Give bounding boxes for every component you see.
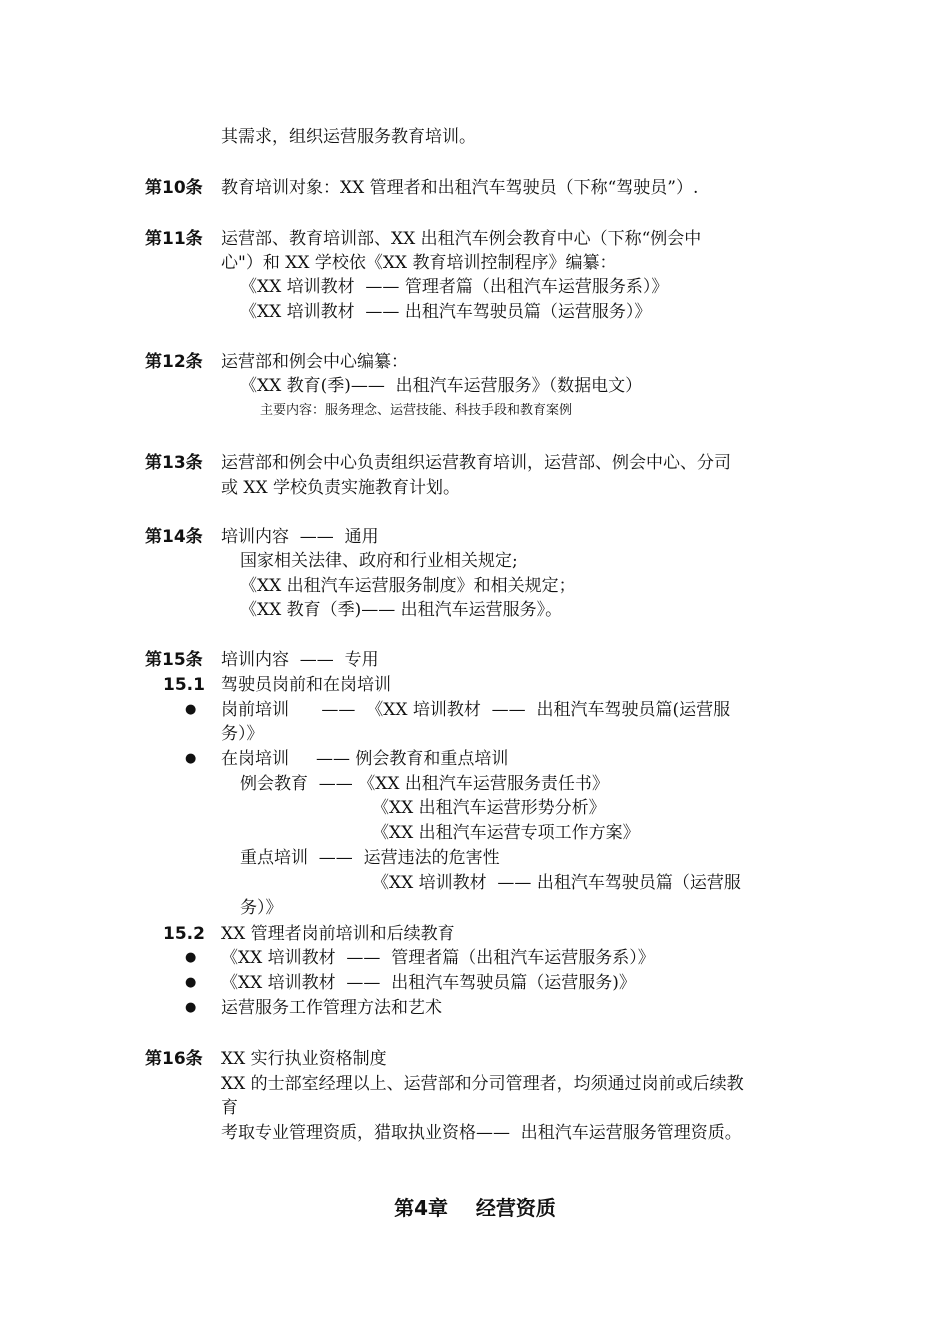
article-12-label: 第12条	[145, 352, 203, 372]
bullet-text: 《XX 培训教材 —— 管理者篇（出租汽车运营服务系）》	[221, 948, 655, 968]
article-16-line: 育	[221, 1098, 238, 1118]
bullet-text: 运营服务工作管理方法和艺术	[221, 998, 442, 1018]
article-11-line: 运营部、教育培训部、XX 出租汽车例会教育中心（下称“例会中	[221, 229, 702, 249]
bullet-icon: ●	[185, 975, 197, 990]
section-15-2-number: 15.2	[163, 924, 205, 944]
bullet-icon: ●	[185, 950, 197, 965]
article-16-line: 考取专业管理资质，猎取执业资格—— 出租汽车运营服务管理资质。	[221, 1123, 742, 1143]
article-12-note: 主要内容：服务理念、运营技能、科技手段和教育案例	[260, 403, 573, 418]
sub-line: 例会教育 —— 《XX 出租汽车运营服务责任书》	[240, 774, 609, 794]
article-14-line: 培训内容 —— 通用	[221, 527, 379, 547]
article-13-label: 第13条	[145, 453, 203, 473]
article-14-line: 《XX 出租汽车运营服务制度》和相关规定；	[240, 576, 576, 596]
sub-line: 重点培训 —— 运营违法的危害性	[240, 848, 500, 868]
article-16-line: XX 实行执业资格制度	[221, 1049, 387, 1069]
article-11-line: 心"）和 XX 学校依《XX 教育培训控制程序》编纂：	[221, 253, 617, 273]
article-11-label: 第11条	[145, 229, 203, 249]
article-16-label: 第16条	[145, 1049, 203, 1069]
continuation-line: 其需求，组织运营服务教育培训。	[221, 127, 476, 147]
article-12-line: 运营部和例会中心编纂：	[221, 352, 408, 372]
article-15-label: 第15条	[145, 650, 203, 670]
section-15-1-number: 15.1	[163, 675, 205, 695]
article-14-line: 《XX 教育（季)—— 出租汽车运营服务》。	[240, 600, 563, 620]
bullet-text: 岗前培训 —— 《XX 培训教材 —— 出租汽车驾驶员篇(运营服	[221, 700, 731, 720]
article-11-book: 《XX 培训教材 —— 出租汽车驾驶员篇（运营服务）》	[240, 302, 652, 322]
bullet-icon: ●	[185, 1000, 197, 1015]
sub-line: 《XX 出租汽车运营专项工作方案》	[372, 823, 640, 843]
article-14-label: 第14条	[145, 527, 203, 547]
sub-line: 务）》	[240, 898, 283, 918]
article-10-text: 教育培训对象：XX 管理者和出租汽车驾驶员（下称“驾驶员”）.	[221, 178, 699, 198]
article-13-line: 或 XX 学校负责实施教育计划。	[221, 478, 461, 498]
section-15-1-title: 驾驶员岗前和在岗培训	[221, 675, 391, 695]
article-14-line: 国家相关法律、政府和行业相关规定;	[240, 551, 518, 571]
article-11-book: 《XX 培训教材 —— 管理者篇（出租汽车运营服务系）》	[240, 277, 669, 297]
article-13-line: 运营部和例会中心负责组织运营教育培训，运营部、例会中心、分司	[221, 453, 731, 473]
bullet-icon: ●	[185, 751, 197, 766]
sub-line: 《XX 出租汽车运营形势分析》	[372, 798, 606, 818]
section-15-2-title: XX 管理者岗前培训和后续教育	[221, 924, 455, 944]
article-16-line: XX 的士部室经理以上、运营部和分司管理者，均须通过岗前或后续教	[221, 1074, 744, 1094]
bullet-text: 在岗培训 —— 例会教育和重点培训	[221, 749, 509, 769]
article-15-title: 培训内容 —— 专用	[221, 650, 379, 670]
bullet-text: 《XX 培训教材 —— 出租汽车驾驶员篇（运营服务)》	[221, 973, 636, 993]
bullet-text: 务）》	[221, 724, 264, 744]
sub-line: 《XX 培训教材 —— 出租汽车驾驶员篇（运营服	[372, 873, 741, 893]
article-12-book: 《XX 教育(季)—— 出租汽车运营服务》（数据电文）	[240, 376, 643, 396]
bullet-icon: ●	[185, 702, 197, 717]
article-10-label: 第10条	[145, 178, 203, 198]
chapter-title: 第4章 经营资质	[394, 1196, 556, 1220]
